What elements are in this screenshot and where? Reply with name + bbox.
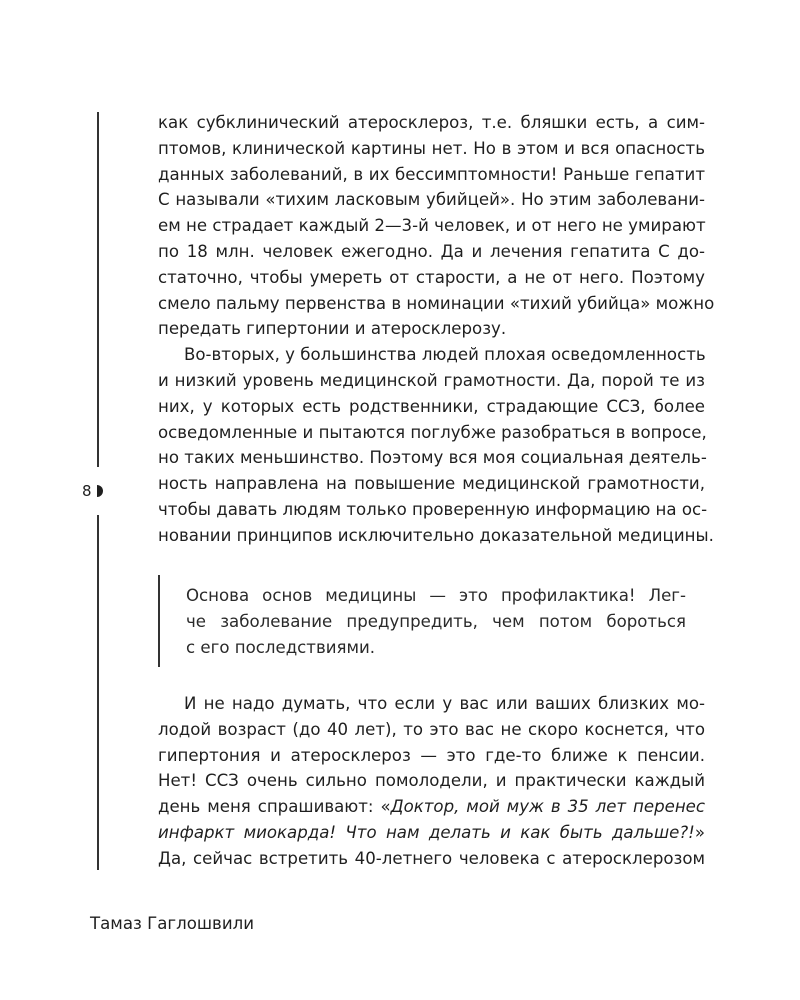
page-number-label: 8 xyxy=(82,482,92,500)
paragraph-1 xyxy=(158,110,715,342)
quoted-question: Доктор, мой муж в 35 лет перенес xyxy=(390,797,705,817)
text-line: новании принципов исключительно доказательной медицины. xyxy=(158,525,714,545)
text-line: данных заболеваний, в их бессимптомности! Раньше гепатит xyxy=(158,164,705,184)
text-line: по 18 млн. человек ежегодно. Да и лечения гепатита С до- xyxy=(158,241,705,261)
text-fragment: » xyxy=(694,822,705,842)
body-text-block-2 xyxy=(158,691,705,872)
text-line: С называли «тихим ласковым убийцей». Но этим заболевани- xyxy=(158,190,705,210)
quote-line: че заболевание предупредить, чем потом бороться xyxy=(186,612,686,631)
text-line-with-quote xyxy=(158,820,705,846)
text-line: И не надо думать, что если у вас или ваших близких мо- xyxy=(184,694,705,713)
pull-quote xyxy=(158,575,700,667)
text-line-with-quote xyxy=(158,794,705,820)
text-line: как субклинический атеросклероз, т.е. бляшки есть, а сим- xyxy=(158,113,705,132)
text-line: Нет! ССЗ очень сильно помолодели, и практически каждый xyxy=(158,771,705,791)
page-number xyxy=(82,481,103,501)
text-line: передать гипертонии и атеросклерозу. xyxy=(158,319,507,339)
text-line: ем не страдает каждый 2—3-й человек, и от него не умирают xyxy=(158,216,706,236)
quote-line: с его последствиями. xyxy=(186,638,376,657)
quote-line: Основа основ медицины — это профилактика! Лег- xyxy=(186,586,686,605)
pull-quote-text xyxy=(186,583,686,661)
text-line: смело пальму первенства в номинации «тихий убийца» можно xyxy=(158,293,715,313)
text-line: но таких меньшинство. Поэтому вся моя социальная деятель- xyxy=(158,448,707,468)
text-line: них, у которых есть родственники, страдающие ССЗ, более xyxy=(158,396,705,416)
margin-rule-top xyxy=(97,112,99,467)
paragraph-2 xyxy=(158,342,714,548)
text-line: Да, сейчас встретить 40-летнего человека с атеросклерозом xyxy=(158,848,705,868)
text-line: ность направлена на повышение медицинской грамотности, xyxy=(158,474,705,494)
half-circle-icon xyxy=(97,485,103,497)
text-line: и низкий уровень медицинской грамотности. Да, порой те из xyxy=(158,370,705,390)
text-line: чтобы давать людям только проверенную информацию на ос- xyxy=(158,499,708,519)
text-line: лодой возраст (до 40 лет), то это вас не скоро коснется, что xyxy=(158,719,705,739)
text-line: статочно, чтобы умереть от старости, а не от него. Поэтому xyxy=(158,267,705,287)
quoted-question: инфаркт миокарда! Что нам делать и как быть дальше?! xyxy=(158,822,695,842)
text-line: осведомленные и пытаются поглубже разобраться в вопросе, xyxy=(158,422,707,442)
paragraph-3 xyxy=(158,691,705,872)
text-line: гипертония и атеросклероз — это где-то ближе к пенсии. xyxy=(158,745,705,765)
running-footer-author: Тамаз Гаглошвили xyxy=(90,914,254,933)
body-text-block-1 xyxy=(158,110,715,549)
margin-rule-bottom xyxy=(97,515,99,870)
text-fragment: день меня спрашивают: « xyxy=(158,797,391,817)
text-line: птомов, клинической картины нет. Но в этом и вся опасность xyxy=(158,138,705,158)
text-line: Во-вторых, у большинства людей плохая осведомленность xyxy=(184,345,706,365)
